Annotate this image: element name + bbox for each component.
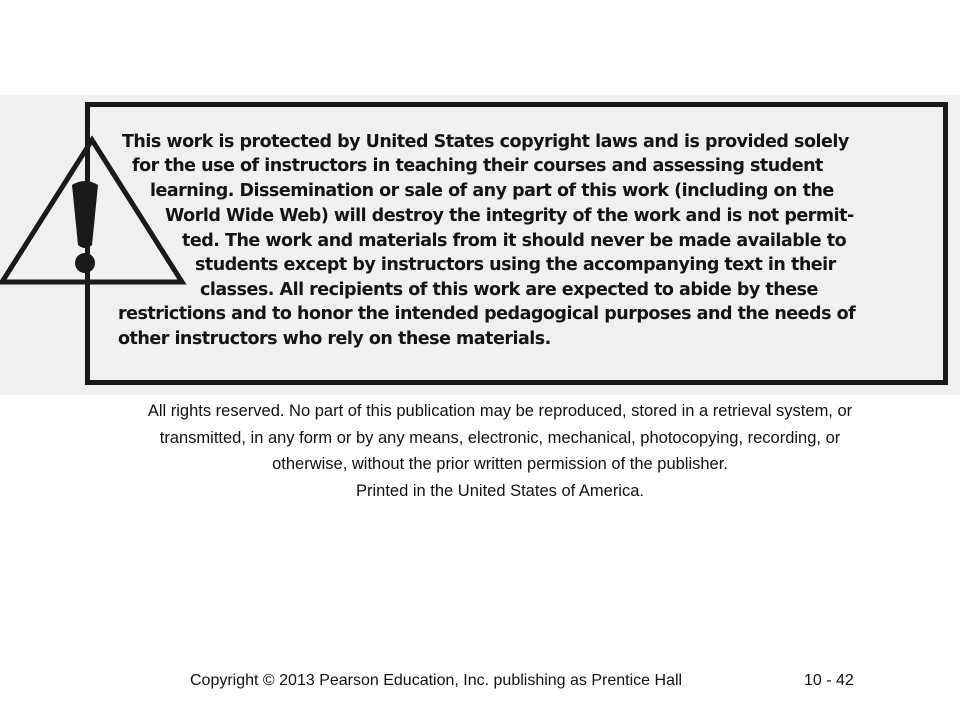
notice-line: other instructors who rely on these materials. (118, 329, 551, 349)
rights-statement (60, 398, 960, 504)
notice-line: This work is protected by United States copyright laws and is provided solely (122, 132, 849, 152)
page-number: 10 - 42 (804, 672, 854, 689)
footer-copyright: Copyright © 2013 Pearson Education, Inc. publishing as Prentice Hall (190, 672, 683, 689)
notice-line: students except by instructors using the accompanying text in their (195, 255, 836, 275)
rights-line: transmitted, in any form or by any means, electronic, mechanical, photocopying, recording, or (159, 428, 841, 447)
notice-line: World Wide Web) will destroy the integrity of the work and is not permit- (165, 206, 854, 226)
notice-line: restrictions and to honor the intended pedagogical purposes and the needs of (118, 304, 856, 324)
rights-line: otherwise, without the prior written permission of the publisher. (272, 455, 728, 473)
notice-line: for the use of instructors in teaching their courses and assessing student (132, 156, 823, 176)
notice-line: ted. The work and materials from it should never be made available to (182, 231, 847, 251)
notice-line: classes. All recipients of this work are expected to abide by these (200, 280, 818, 300)
printed-in-line: Printed in the United States of America. (356, 481, 644, 500)
rights-line: All rights reserved. No part of this publication may be reproduced, stored in a retrieval system, or (147, 402, 853, 420)
notice-line: learning. Dissemination or sale of any part of this work (including on the (150, 181, 834, 201)
